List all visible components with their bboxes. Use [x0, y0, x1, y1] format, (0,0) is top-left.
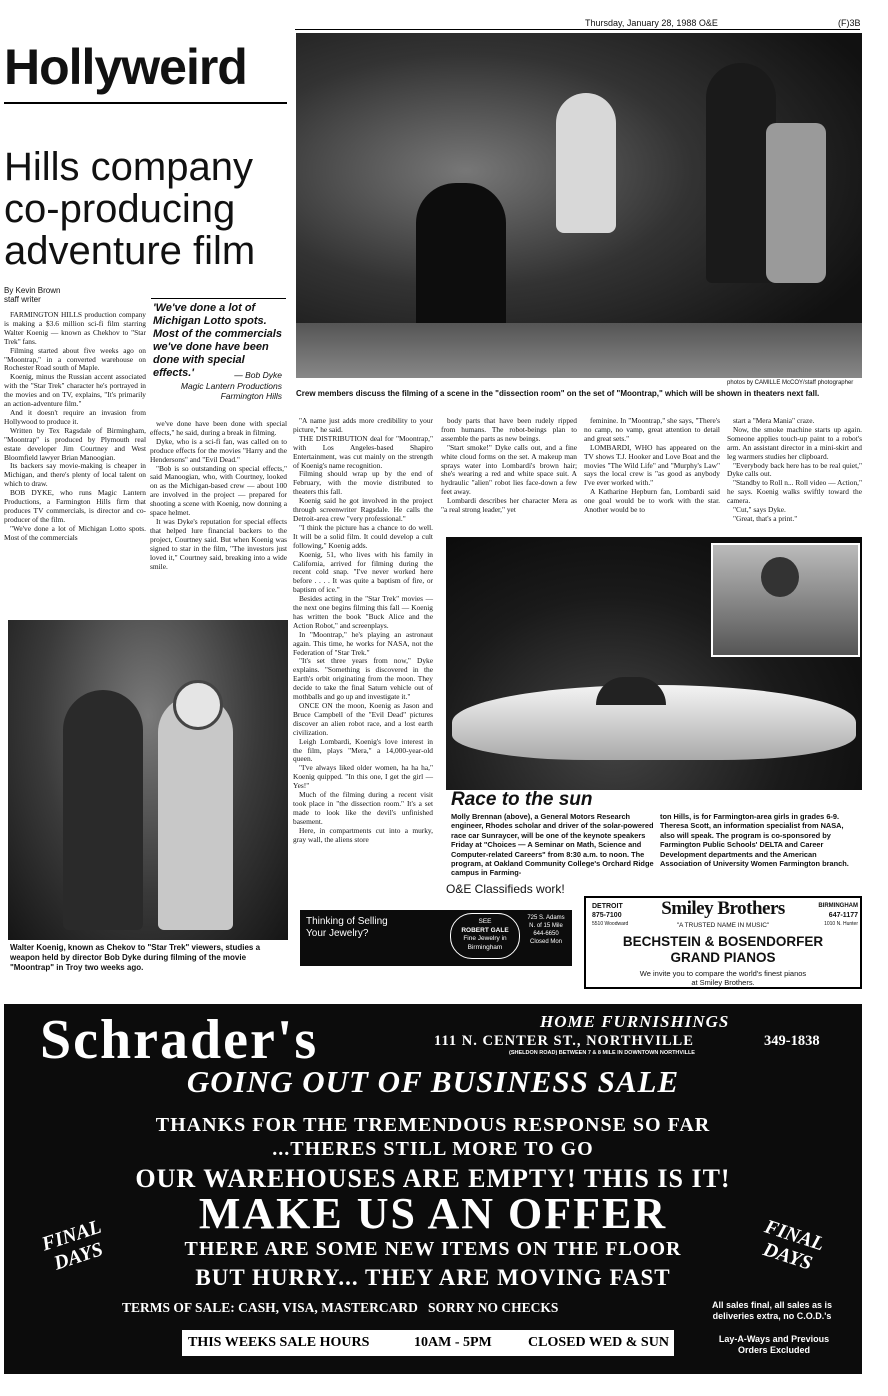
article-paragraph: "It's set three years from now," Dyke explains. "Something is discovered in the Earth's orbit originating from the moon. They decide to take the final Saturn vehicle out of mothballs and go up and investigate it."	[293, 656, 433, 702]
pull-quote-name: — Bob Dyke	[234, 370, 282, 380]
article-paragraph: Leigh Lombardi, Koenig's love interest in the film, plays "Mera," a 14,000-year-old queen.	[293, 736, 433, 764]
schraders-final-sales-1: All sales final, all sales as is	[711, 1300, 833, 1310]
article-paragraph: ONCE ON the moon, Koenig as Jason and Bruce Campbell of the "Evil Dead" pictures discover an alien robot race, and a lost earth civilization.	[293, 701, 433, 737]
article-paragraph: FARMINGTON HILLS production company is making a $3.6 million sci-fi film starring Walter Koenig — known as Chekhov to "Star Trek" fans.	[4, 310, 146, 346]
article-paragraph: Koenig, 51, who lives with his family in California, arrived for filming during the recent cold snap. "I've never worked here before . . . . It was quite a baptism of fire, or baptism of ice."	[293, 549, 433, 595]
pull-quote-rule	[151, 298, 286, 299]
jewelry-ad-desc: Fine Jewelry in Birmingham	[463, 935, 507, 951]
article-paragraph: Lombardi describes her character Mera as "a real strong leader," yet	[441, 496, 577, 515]
final-days-right: FINAL DAYS	[760, 1215, 827, 1275]
schraders-name: Schrader's	[40, 1009, 319, 1071]
article-paragraph: Its backers say movie-making is cheaper in Michigan, and there's plenty of local talent on which to draw.	[4, 461, 146, 489]
article-paragraph: "A name just adds more credibility to your picture," he said.	[293, 416, 433, 434]
article-paragraph: body parts that have been rudely ripped from humans. The robot-beings plan to assemble the parts as new beings.	[441, 416, 577, 443]
article-paragraph: "Cut," says Dyke.	[733, 505, 786, 515]
article-paragraph: And it doesn't require an invasion from Hollywood to produce it.	[4, 407, 146, 426]
article-paragraph: feminine. In "Moontrap," she says, "There's no camp, no vamp, great attention to detail and great sets."	[584, 416, 720, 443]
jewelry-ad	[300, 910, 572, 966]
pull-quote: 'We've done a lot of Michigan Lotto spots. Most of the commercials we've done have been done with special effects.'	[153, 302, 282, 379]
kicker: Hollyweird	[4, 39, 247, 95]
article-column-2	[150, 420, 287, 571]
schraders-layaway-2: Orders Excluded	[737, 1345, 811, 1355]
jewelry-ad-seal	[450, 913, 520, 959]
schraders-sale: GOING OUT OF BUSINESS SALE	[186, 1064, 680, 1099]
header-rule	[295, 29, 860, 30]
jewelry-ad-name: ROBERT GALE	[461, 926, 509, 934]
smiley-pianos-1: BECHSTEIN & BOSENDORFER	[622, 934, 824, 949]
article-paragraph: "Start smoke!" Dyke calls out, and a fine white cloud forms on the set. A makeup man sprays water into Lombardi's brown hair; she's wearing a red and white space suit. A hydraulic "alien" robot lies face-down a few feet away.	[441, 442, 577, 497]
schraders-thanks-2: ...THERES STILL MORE TO GO	[272, 1138, 594, 1160]
smiley-detroit-label: DETROIT	[592, 903, 623, 910]
article-paragraph: THE DISTRIBUTION deal for "Moontrap," with Los Angeles-based Shapiro Entertainment, was cut mainly on the strength of Koenig's name recognition.	[293, 433, 433, 470]
schraders-hours-box	[182, 1330, 674, 1356]
article-column-1	[4, 311, 146, 543]
kicker-rule	[4, 102, 287, 104]
schraders-hours: 10AM - 5PM	[414, 1335, 492, 1350]
article-column-5	[584, 417, 720, 515]
left-photo-caption: Walter Koenig, known as Chekov to "Star Trek" viewers, studies a weapon held by director Bob Dyke during filming of the movie "Moontrap" in Troy two weeks ago.	[10, 943, 261, 972]
jewelry-ad-headline: Thinking of Selling Your Jewelry?	[306, 916, 388, 939]
article-paragraph: Now, the smoke machine starts up again. Someone applies touch-up paint to a robot's arm. An assistant director in a mini-skirt and leg warmers studies her clipboard.	[727, 424, 862, 461]
page-number: (F)3B	[838, 18, 861, 28]
article-paragraph: "We've done a lot of Michigan Lotto spots. Most of the commercials	[4, 523, 146, 542]
schraders-thanks-1: THANKS FOR THE TREMENDOUS RESPONSE SO FAR	[155, 1114, 711, 1136]
classifieds-strip: O&E Classifieds work!	[446, 882, 565, 896]
schraders-new-items: THERE ARE SOME NEW ITEMS ON THE FLOOR	[184, 1238, 682, 1260]
smiley-detroit	[592, 902, 648, 929]
article-paragraph: LOMBARDI, WHO has appeared on the TV shows T.J. Hooker and Love Boat and the movies "The Wild Life" and "Murphy's Law" says the local crew is "as good as anybody I've ever worked with."	[584, 442, 720, 488]
left-photo-koenig	[8, 620, 288, 940]
jewelry-ad-see: SEE	[478, 918, 492, 925]
article-paragraph: A Katharine Hepburn fan, Lombardi said one goal would be to work with the star. Another would be to	[584, 487, 720, 515]
article-paragraph: "Great, that's a print."	[733, 513, 798, 523]
schraders-offer: MAKE US AN OFFER	[198, 1189, 668, 1238]
smiley-pianos	[586, 934, 860, 966]
smiley-invite-1: We invite you to compare the world's finest pianos	[639, 969, 807, 978]
schraders-category: HOME FURNISHINGS	[540, 1012, 730, 1031]
smiley-invite-2: at Smiley Brothers.	[691, 978, 755, 987]
race-text-b: ton Hills, is for Farmington-area girls in grades 6-9. Theresa Scott, an information specialist from NASA, also will speak. The program is co-sponsored by Farmington Public Schools' DELTA and Career Development departments and the American Association of University Women Farmington branch.	[660, 812, 849, 869]
final-days-left: FINAL DAYS	[39, 1215, 106, 1275]
smiley-tagline: "A TRUSTED NAME IN MUSIC"	[676, 922, 770, 929]
article-paragraph: Besides acting in the "Star Trek" movies — the next one begins filming this fall — Koenig has written the book "Buck Alice and the Action Robot," and screenplays.	[293, 594, 433, 630]
byline	[4, 286, 60, 304]
pull-quote-org: Magic Lantern Productions	[180, 380, 282, 391]
headline	[4, 146, 294, 272]
headline-line: adventure film	[4, 229, 256, 273]
schraders-terms: TERMS OF SALE: CASH, VISA, MASTERCARD SORRY NO CHECKS	[122, 1300, 559, 1315]
dateline: Thursday, January 28, 1988 O&E	[585, 18, 718, 28]
top-photo-crew	[296, 33, 862, 378]
article-column-3	[293, 417, 433, 845]
article-column-6	[727, 417, 862, 524]
article-paragraph: Koenig said he got involved in the project through screenwriter Ragsdale. He calls the Detroit-area crew "very professional."	[293, 496, 433, 523]
article-paragraph: Filming started about five weeks ago on "Moontrap," in a converted warehouse on Rochester Road south of Maple.	[4, 345, 146, 373]
photo-credit: photos by CAMILLE McCOY/staff photographer	[727, 380, 854, 386]
byline-name: By Kevin Brown	[4, 286, 61, 295]
schraders-final-sales-2: deliveries extra, no C.O.D.'s	[712, 1311, 832, 1321]
jewelry-ad-address2: N. of 15 Mile	[529, 923, 563, 929]
schraders-address: 111 N. CENTER ST., NORTHVILLE	[434, 1033, 694, 1049]
schraders-hurry: BUT HURRY... THEY ARE MOVING FAST	[195, 1265, 671, 1290]
article-paragraph: "I think the picture has a chance to do well. It will be a solid film. It could develop a cult following," Koenig adds.	[293, 522, 433, 550]
schraders-warehouses: OUR WAREHOUSES ARE EMPTY! THIS IS IT!	[135, 1164, 731, 1193]
article-paragraph: Filming should wrap up by the end of February, with the movie distributed to theaters this fall.	[293, 469, 433, 497]
article-paragraph: "Everybody back here has to be real quiet," Dyke calls out.	[727, 460, 862, 479]
smiley-invite	[586, 969, 860, 987]
headline-line: co-producing	[4, 187, 236, 231]
article-paragraph: "Bob is so outstanding on special effects," said Manoogian, who, with Courtney, looked on as the Michigan-based crew — about 100 are involved in the project — prepared for shooting a scene with Koenig, now donning a space helmet.	[150, 463, 287, 518]
headline-line: Hills company	[4, 145, 253, 189]
top-photo-caption: Crew members discuss the filming of a scene in the "dissection room" on the set of "Moontrap," which will be shown in theaters next fall.	[296, 389, 820, 398]
smiley-pianos-2: GRAND PIANOS	[670, 950, 776, 965]
schraders-hours-label: THIS WEEKS SALE HOURS	[188, 1335, 370, 1350]
schraders-directions: (SHELDON ROAD) BETWEEN 7 & 8 MILE IN DOWNTOWN NORTHVILLE	[509, 1050, 695, 1056]
article-paragraph: Written by Tex Ragsdale of Birmingham, "Moontrap" is produced by Plymouth real estate developer Jim Courtney and West Bloomfield lawyer Brian Manoogian.	[4, 425, 146, 462]
article-paragraph: Dyke, who is a sci-fi fan, was called on to produce effects for the movies "Harry and the Hendersons" and "Evil Dead."	[150, 436, 287, 464]
article-paragraph: It was Dyke's reputation for special effects that helped lure financial backers to the project, Courtney said. But when Koenig was signed to star in the film, "The investors just loved it," Courtney said, breaking into a wide smile.	[150, 516, 287, 571]
smiley-bham-addr: 1010 N. Hunter	[824, 921, 858, 927]
schraders-layaway	[694, 1334, 854, 1356]
schraders-ad	[4, 1004, 862, 1374]
smiley-brothers-ad	[584, 896, 862, 989]
article-paragraph: Here, in compartments cut into a murky, gray wall, the aliens store	[293, 825, 433, 844]
article-paragraph: start a "Mera Mania" craze.	[733, 416, 815, 425]
pull-quote-place: Farmington Hills	[220, 391, 282, 401]
article-column-4	[441, 417, 577, 515]
smiley-name: Smiley Brothers	[661, 898, 785, 919]
jewelry-ad-contact	[522, 914, 570, 946]
smiley-detroit-addr: 5510 Woodward	[592, 921, 629, 927]
jewelry-ad-address: 725 S. Adams	[527, 915, 565, 921]
schraders-layaway-1: Lay-A-Ways and Previous	[718, 1334, 830, 1344]
article-paragraph: Much of the filming during a recent visit took place in "the dissection room." It's a set made to look like the devil's unfinished basement.	[293, 790, 433, 826]
byline-title: staff writer	[4, 295, 41, 304]
jewelry-ad-closed: Closed Mon	[529, 939, 562, 945]
schraders-final-sales	[686, 1300, 858, 1322]
race-title: Race to the sun	[451, 789, 593, 810]
smiley-birmingham	[802, 902, 858, 929]
article-paragraph: BOB DYKE, who runs Magic Lantern Productions, a Farmington Hills firm that produces TV commercials, is director and co-producer of the film.	[4, 488, 146, 524]
article-paragraph: Koenig, minus the Russian accent associated with the "Star Trek" character he's portrayed in the movies and on TV, explains, "It's primarily an action-adventure film."	[4, 372, 146, 409]
race-photo-sunraycer	[446, 537, 862, 790]
race-text-a: Molly Brennan (above), a General Motors Research engineer, Rhodes scholar and driver of the solar-powered race car Sunraycer, will be one of the keynote speakers Friday at "Choices — A Seminar on Math, Science and Computer-related Careers" from 8:30 a.m. to noon. The program, at Oakland Community College's Orchard Ridge campus in Farming-	[451, 812, 654, 878]
pull-quote-attribution	[150, 370, 282, 402]
article-paragraph: we've done have been done with special effects," he said, during a break in filming.	[150, 419, 287, 437]
jewelry-ad-phone: 644-6650	[533, 931, 559, 937]
article-paragraph: "I've always liked older women, ha ha ha," Koenig quipped. "In this one, I get the girl — Yes!"	[293, 763, 433, 791]
smiley-bham-label: BIRMINGHAM	[818, 903, 858, 909]
smiley-bham-phone: 647-1177	[828, 912, 858, 919]
schraders-phone: 349-1838	[764, 1033, 820, 1049]
smiley-detroit-phone: 875-7100	[592, 912, 622, 919]
schraders-closed: CLOSED WED & SUN	[528, 1335, 669, 1350]
article-paragraph: In "Moontrap," he's playing an astronaut again. This time, he works for NASA, not the Federation of "Star Trek."	[293, 629, 433, 657]
article-paragraph: "Standby to Roll n... Roll video — Action," he says. Koenig walks swiftly toward the camera.	[727, 478, 863, 506]
